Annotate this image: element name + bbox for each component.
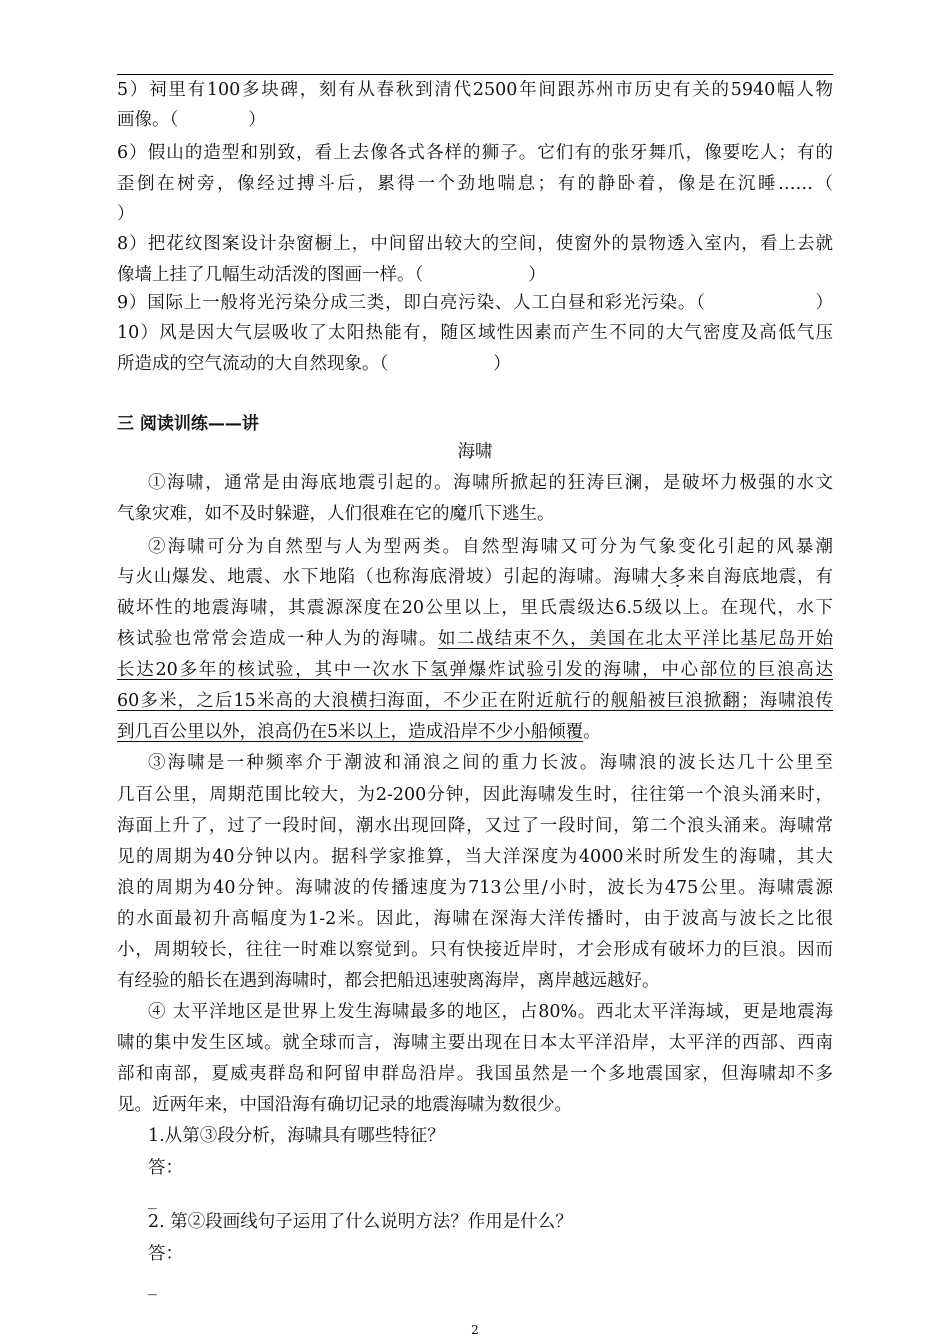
answer-1-blank: _ bbox=[148, 1190, 157, 1210]
paragraph-1-line2: 气象灾难，如不及时躲避，人们很难在它的魔爪下逃生。 bbox=[117, 504, 555, 524]
paragraph-2-line4 bbox=[117, 625, 833, 653]
header-rule bbox=[117, 74, 833, 75]
underlined-sentence-part4: 到几百公里以外，浪高仍在5米以上，造成沿岸不少小船倾覆 bbox=[117, 722, 584, 742]
paragraph-3-line6: 的水面最初升高幅度为1-2米。因此，海啸在深海大洋传播时，由于波高与波长之比很 bbox=[117, 909, 833, 929]
paragraph-3-line8: 有经验的船长在遇到海啸时，都会把船迅速驶离海岸，离岸越远越好。 bbox=[117, 971, 660, 991]
paragraph-4-line2: 啸的集中发生区域。就全球而言，海啸主要出现在日本太平洋沿岸，太平洋的西部、西南 bbox=[117, 1033, 833, 1053]
paragraph-3-line2: 几百公里，周期范围比较大，为2-200分钟，因此海啸发生时，往往第一个浪头涌来时， bbox=[117, 785, 833, 805]
paragraph-2-line7 bbox=[117, 718, 833, 746]
list-item-6-line2: 歪倒在树旁，像经过搏斗后，累得一个劲地喘息；有的静卧着，像是在沉睡……（ bbox=[117, 174, 833, 194]
paragraph-2-line7-end: 。 bbox=[583, 722, 601, 742]
paragraph-4-line1: ④ 太平洋地区是世界上发生海啸最多的地区，占80%。西北太平洋海域，更是地震海 bbox=[148, 1002, 833, 1022]
underlined-sentence-part2: 长达20多年的核试验，其中一次水下氢弹爆炸试验引发的海啸，中心部位的巨浪高达 bbox=[117, 660, 833, 680]
paragraph-2-line1: ②海啸可分为自然型与人为型两类。自然型海啸又可分为气象变化引起的风暴潮 bbox=[148, 537, 833, 557]
underlined-sentence-part3: 60多米，之后15米高的大浪横扫海面，不少正在附近航行的舰船被巨浪掀翻；海啸浪传 bbox=[117, 691, 833, 711]
emphasis-dot-char-1: 大 bbox=[650, 567, 669, 587]
paragraph-4-line3: 部和南部，夏威夷群岛和阿留申群岛沿岸。我国虽然是一个多地震国家，但海啸却不多 bbox=[117, 1064, 833, 1084]
underlined-sentence-part1: 如二战结束不久，美国在北太平洋比基尼岛开始 bbox=[437, 629, 833, 649]
paragraph-3-line1: ③海啸是一种频率介于潮波和涌浪之间的重力长波。海啸浪的波长达几十公里至 bbox=[148, 753, 833, 773]
question-1: 1.从第③段分析，海啸具有哪些特征？ bbox=[148, 1126, 445, 1146]
paragraph-1-line1: ①海啸，通常是由海底地震引起的。海啸所掀起的狂涛巨澜，是破坏力极强的水文 bbox=[148, 473, 833, 493]
list-item-6-line3: ） bbox=[117, 204, 135, 224]
paragraph-2-line4-text: 核试验也常常会造成一种人为的海啸。 bbox=[117, 629, 438, 649]
paragraph-2-line2 bbox=[117, 563, 833, 591]
answer-1-label: 答： bbox=[148, 1158, 183, 1178]
list-item-8-line1: 8）把花纹图案设计杂窗橱上，中间留出较大的空间，使窗外的景物透入室内，看上去就 bbox=[117, 234, 833, 254]
paragraph-3-line4: 见的周期为40分钟以内。据科学家推算，当大洋深度为4000米时所发生的海啸，其大 bbox=[117, 847, 833, 867]
list-item-9-line1: 9）国际上一般将光污染分成三类，即白亮污染、人工白昼和彩光污染。（ ） bbox=[117, 293, 833, 313]
paragraph-4-line4: 见。近两年来，中国沿海有确切记录的地震海啸为数很少。 bbox=[117, 1095, 572, 1115]
list-item-10-line2: 所造成的空气流动的大自然现象。（ ） bbox=[117, 354, 511, 374]
paragraph-2-line3: 破坏性的地震海啸，其震源深度在20公里以上，里氏震级达6.5级以上。在现代，水下 bbox=[117, 598, 833, 618]
answer-2-label: 答： bbox=[148, 1244, 183, 1264]
paragraph-2-line2-tail: 来自海底地震，有 bbox=[686, 567, 833, 587]
page-number: 2 bbox=[471, 1323, 479, 1337]
article-title: 海啸 bbox=[457, 442, 493, 462]
section-heading: 三 阅读训练——讲 bbox=[117, 414, 259, 434]
answer-2-blank: _ bbox=[148, 1276, 157, 1296]
list-item-5-line2: 画像。（ ） bbox=[117, 110, 266, 130]
emphasis-dot-char-2: 多 bbox=[668, 567, 687, 587]
list-item-8-line2: 像墙上挂了几幅生动活泼的图画一样。（ ） bbox=[117, 265, 546, 285]
list-item-6-line1: 6）假山的造型和别致，看上去像各式各样的狮子。它们有的张牙舞爪，像要吃人；有的 bbox=[117, 143, 833, 163]
list-item-5-line1: 5）祠里有100多块碑，刻有从春秋到清代2500年间跟苏州市历史有关的5940幅人物 bbox=[117, 80, 833, 100]
paragraph-2-line6 bbox=[117, 687, 833, 715]
paragraph-3-line7: 小，周期较长，往往一时难以察觉到。只有快接近岸时，才会形成有破坏力的巨浪。因而 bbox=[117, 940, 833, 960]
paragraph-3-line5: 浪的周期为40分钟。海啸波的传播速度为713公里/小时，波长为475公里。海啸震源 bbox=[117, 878, 833, 898]
paragraph-2-line2-text: 与火山爆发、地震、水下地陷（也称海底滑坡）引起的海啸。海啸 bbox=[117, 567, 651, 587]
paragraph-3-line3: 海面上升了，过了一段时间，潮水出现回降，又过了一段时间，第二个浪头涌来。海啸常 bbox=[117, 816, 833, 836]
list-item-10-line1: 10）风是因大气层吸收了太阳热能有，随区域性因素而产生不同的大气密度及高低气压 bbox=[117, 323, 833, 343]
paragraph-2-line5 bbox=[117, 656, 833, 684]
question-2: 2. 第②段画线句子运用了什么说明方法？作用是什么？ bbox=[148, 1212, 573, 1232]
